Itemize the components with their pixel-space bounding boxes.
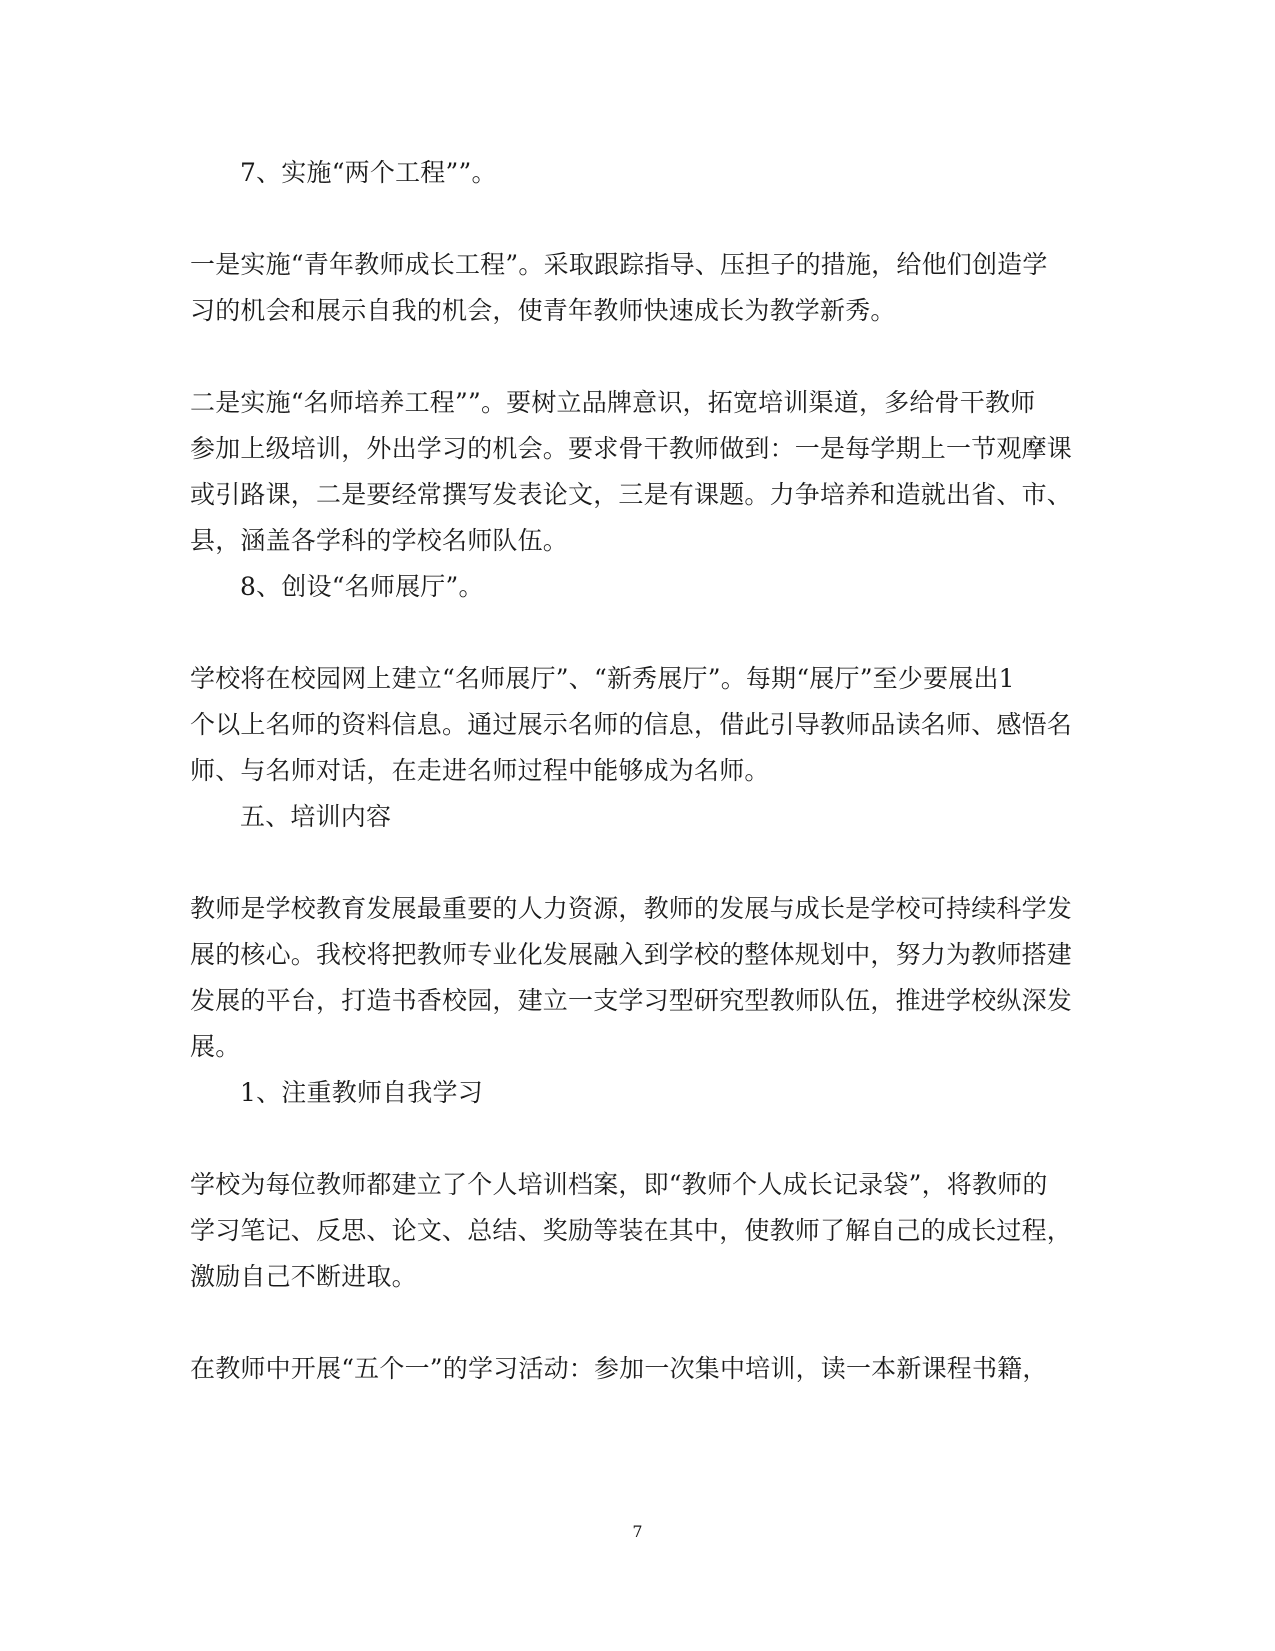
page-number: 7 [632, 1522, 643, 1541]
section-heading-5: 五、培训内容 [240, 802, 392, 831]
paragraph-line: 发展的平台，打造书香校园，建立一支学习型研究型教师队伍，推进学校纵深发 [190, 986, 1073, 1015]
paragraph-line: 展。 [190, 1032, 241, 1061]
paragraph-line: 学习笔记、反思、论文、总结、奖励等装在其中，使教师了解自己的成长过程， [190, 1216, 1073, 1245]
section-heading-7: 7、实施“两个工程””。 [240, 158, 497, 187]
paragraph-line: 教师是学校教育发展最重要的人力资源，教师的发展与成长是学校可持续科学发 [190, 894, 1073, 923]
paragraph-line: 展的核心。我校将把教师专业化发展融入到学校的整体规划中，努力为教师搭建 [190, 940, 1073, 969]
paragraph-line: 个以上名师的资料信息。通过展示名师的信息，借此引导教师品读名师、感悟名 [190, 710, 1073, 739]
paragraph-line: 二是实施“名师培养工程””。要树立品牌意识，拓宽培训渠道，多给骨干教师 [190, 388, 1036, 417]
section-heading-8: 8、创设“名师展厅”。 [240, 572, 484, 601]
paragraph-line: 在教师中开展“五个一”的学习活动：参加一次集中培训，读一本新课程书籍， [190, 1354, 1048, 1383]
paragraph-line: 习的机会和展示自我的机会，使青年教师快速成长为教学新秀。 [190, 296, 896, 325]
paragraph-line: 师、与名师对话，在走进名师过程中能够成为名师。 [190, 756, 770, 785]
paragraph-line: 或引路课，二是要经常撰写发表论文，三是有课题。力争培养和造就出省、市、 [190, 480, 1073, 509]
paragraph-line: 学校将在校园网上建立“名师展厅”、“新秀展厅”。每期“展厅”至少要展出1 [190, 664, 1015, 693]
section-heading-1: 1、注重教师自我学习 [240, 1078, 483, 1107]
paragraph-line: 一是实施“青年教师成长工程”。采取跟踪指导、压担子的措施，给他们创造学 [190, 250, 1048, 279]
paragraph-line: 激励自己不断进取。 [190, 1262, 417, 1291]
paragraph-line: 学校为每位教师都建立了个人培训档案，即“教师个人成长记录袋”，将教师的 [190, 1170, 1048, 1199]
paragraph-line: 县，涵盖各学科的学校名师队伍。 [190, 526, 569, 555]
paragraph-line: 参加上级培训，外出学习的机会。要求骨干教师做到：一是每学期上一节观摩课 [190, 434, 1073, 463]
